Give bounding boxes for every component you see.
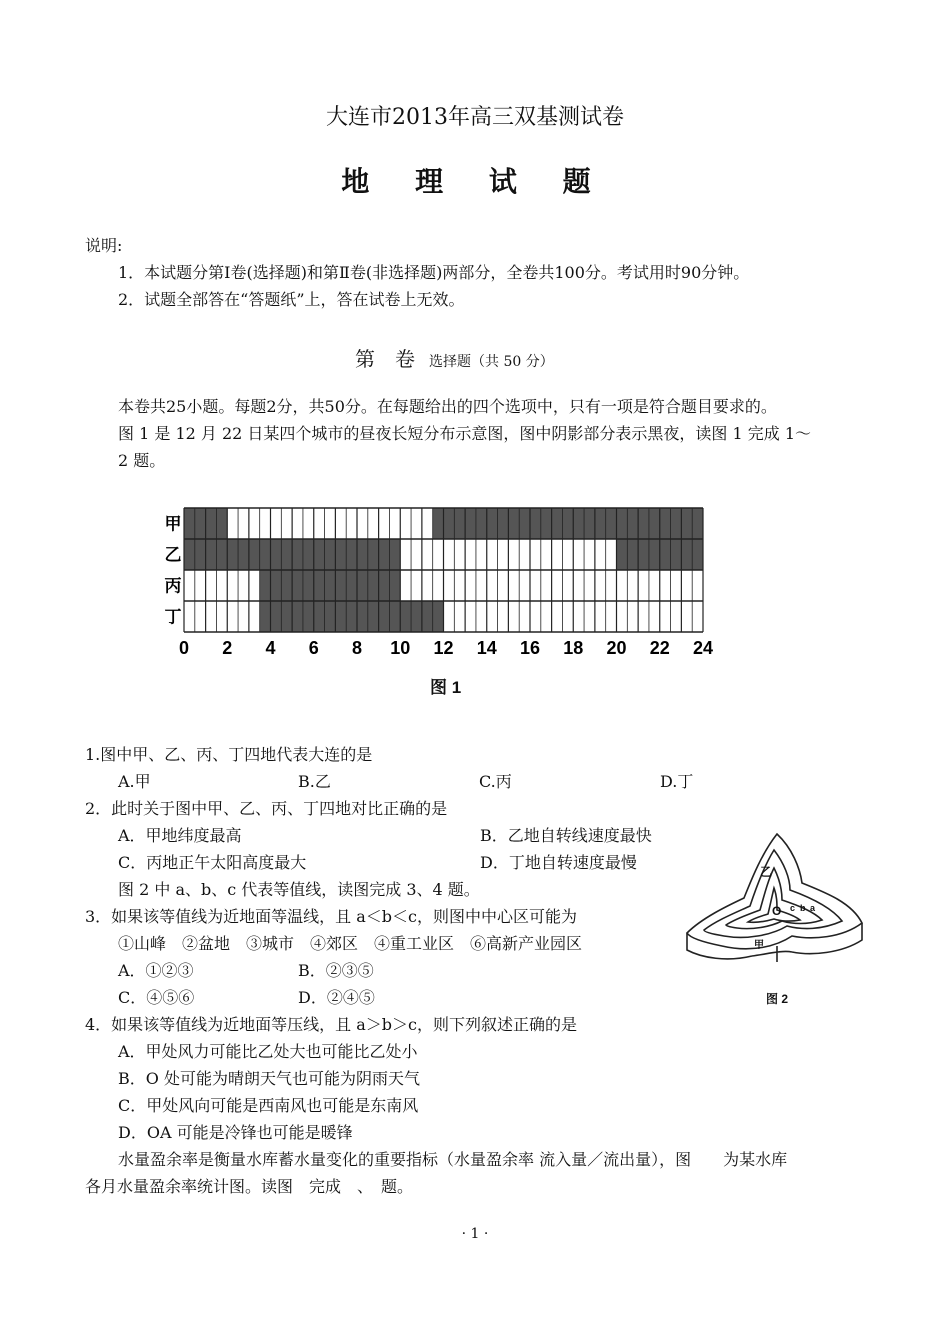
section-title: 第 卷 <box>355 347 415 371</box>
figure1-row-label: 甲 <box>164 514 182 534</box>
figure1-hour-tick: 0 <box>178 638 190 658</box>
figure2-label-b: b <box>800 903 806 913</box>
q4-stem: 4．如果该等值线为近地面等压线，且 a＞b＞c，则下列叙述正确的是 <box>85 1015 578 1034</box>
section-subtitle: 选择题（共 50 分） <box>429 354 554 370</box>
q1-stem: 1.图中甲、乙、丙、丁四地代表大连的是 <box>85 745 373 764</box>
figure1-hour-tick: 2 <box>222 638 233 658</box>
q3-option-b: B．②③⑤ <box>298 961 374 980</box>
figure2-label-jia: 甲 <box>754 940 764 951</box>
figure2-contour-diagram <box>682 828 872 1013</box>
figure1-hour-tick: 4 <box>265 638 276 658</box>
fig1-intro-line1: 图 1 是 12 月 22 日某四个城市的昼夜长短分布示意图，图中阴影部分表示黑夜，读图 1 完成 1～ <box>118 424 812 443</box>
figure1-night-bar <box>433 508 703 539</box>
section-heading <box>355 343 554 372</box>
figure1-hour-tick: 18 <box>563 638 584 658</box>
fig2-intro: 图 2 中 a、b、c 代表等值线，读图完成 3、4 题。 <box>118 880 480 899</box>
section-intro: 本卷共25小题。每题2分，共50分。在每题给出的四个选项中，只有一项是符合题目要求的。 <box>118 397 777 416</box>
note-item-1: 1．本试题分第Ⅰ卷(选择题)和第Ⅱ卷(非选择题)两部分，全卷共100分。考试用时90分钟。 <box>118 263 750 282</box>
q2-option-d: D．丁地自转速度最慢 <box>480 853 637 872</box>
figure1-hour-tick: 14 <box>476 638 497 658</box>
exam-subtitle: 地 理 试 题 <box>341 165 609 198</box>
q1-option-c: C.丙 <box>479 772 512 791</box>
q1-option-a: A.甲 <box>118 772 151 791</box>
notes-heading: 说明: <box>85 236 123 255</box>
q4-option-b: B．O 处可能为晴朗天气也可能为阴雨天气 <box>118 1069 420 1088</box>
figure1-hour-tick: 24 <box>692 638 714 658</box>
fig1-intro-line2: 2 题。 <box>118 451 166 470</box>
figure1-hour-tick: 16 <box>519 638 541 658</box>
q3-option-a: A．①②③ <box>118 961 194 980</box>
q4-option-d: D．OA 可能是冷锋也可能是暖锋 <box>118 1123 353 1142</box>
note-item-2: 2．试题全部答在“答题纸”上，答在试卷上无效。 <box>118 290 465 309</box>
figure1-row-label: 丙 <box>164 576 182 596</box>
q4-option-c: C．甲处风向可能是西南风也可能是东南风 <box>118 1096 419 1115</box>
q2-option-c: C．丙地正午太阳高度最大 <box>118 853 307 872</box>
figure1-hour-tick: 22 <box>649 638 670 658</box>
figure1-hour-tick: 6 <box>308 638 319 658</box>
figure1-row-label: 丁 <box>164 607 182 627</box>
figure1-hour-tick: 8 <box>351 638 363 658</box>
page-number: · 1 · <box>461 1226 489 1242</box>
figure1-hour-tick: 10 <box>390 638 411 658</box>
figure1-caption: 图 1 <box>430 678 462 697</box>
reservoir-intro-line2: 各月水量盈余率统计图。读图 完成 、 题。 <box>85 1177 414 1196</box>
reservoir-intro-line1: 水量盈余率是衡量水库蓄水量变化的重要指标（水量盈余率 流入量／流出量），图 为某水库 <box>118 1150 788 1169</box>
q1-option-d: D.丁 <box>660 772 694 791</box>
q3-choices: ①山峰 ②盆地 ③城市 ④郊区 ④重工业区 ⑥高新产业园区 <box>118 934 583 953</box>
figure1-daynight-chart <box>155 500 725 665</box>
q2-stem: 2．此时关于图中甲、乙、丙、丁四地对比正确的是 <box>85 799 448 818</box>
q2-option-b: B．乙地自转线速度最快 <box>480 826 652 845</box>
q2-option-a: A．甲地纬度最高 <box>118 826 242 845</box>
q3-stem: 3．如果该等值线为近地面等温线，且 a＜b＜c，则图中中心区可能为 <box>85 907 578 926</box>
figure2-label-o: O <box>772 904 782 918</box>
figure1-row-label: 乙 <box>164 545 182 565</box>
figure2-side-right <box>792 923 862 954</box>
exam-title: 大连市2013年高三双基测试卷 <box>326 105 624 130</box>
figure2-label-a: a <box>810 903 816 913</box>
figure2-label-c: c <box>790 903 796 913</box>
q3-option-c: C．④⑤⑥ <box>118 988 195 1007</box>
q3-option-d: D．②④⑤ <box>298 988 375 1007</box>
figure2-label-yi: 乙 <box>760 865 773 879</box>
figure2-caption: 图 2 <box>766 992 789 1006</box>
figure1-night-bar <box>260 601 444 632</box>
figure1-hour-tick: 12 <box>433 638 454 658</box>
q1-option-b: B.乙 <box>298 772 331 791</box>
q4-option-a: A．甲处风力可能比乙处大也可能比乙处小 <box>118 1042 418 1061</box>
figure1-hour-tick: 20 <box>606 638 627 658</box>
